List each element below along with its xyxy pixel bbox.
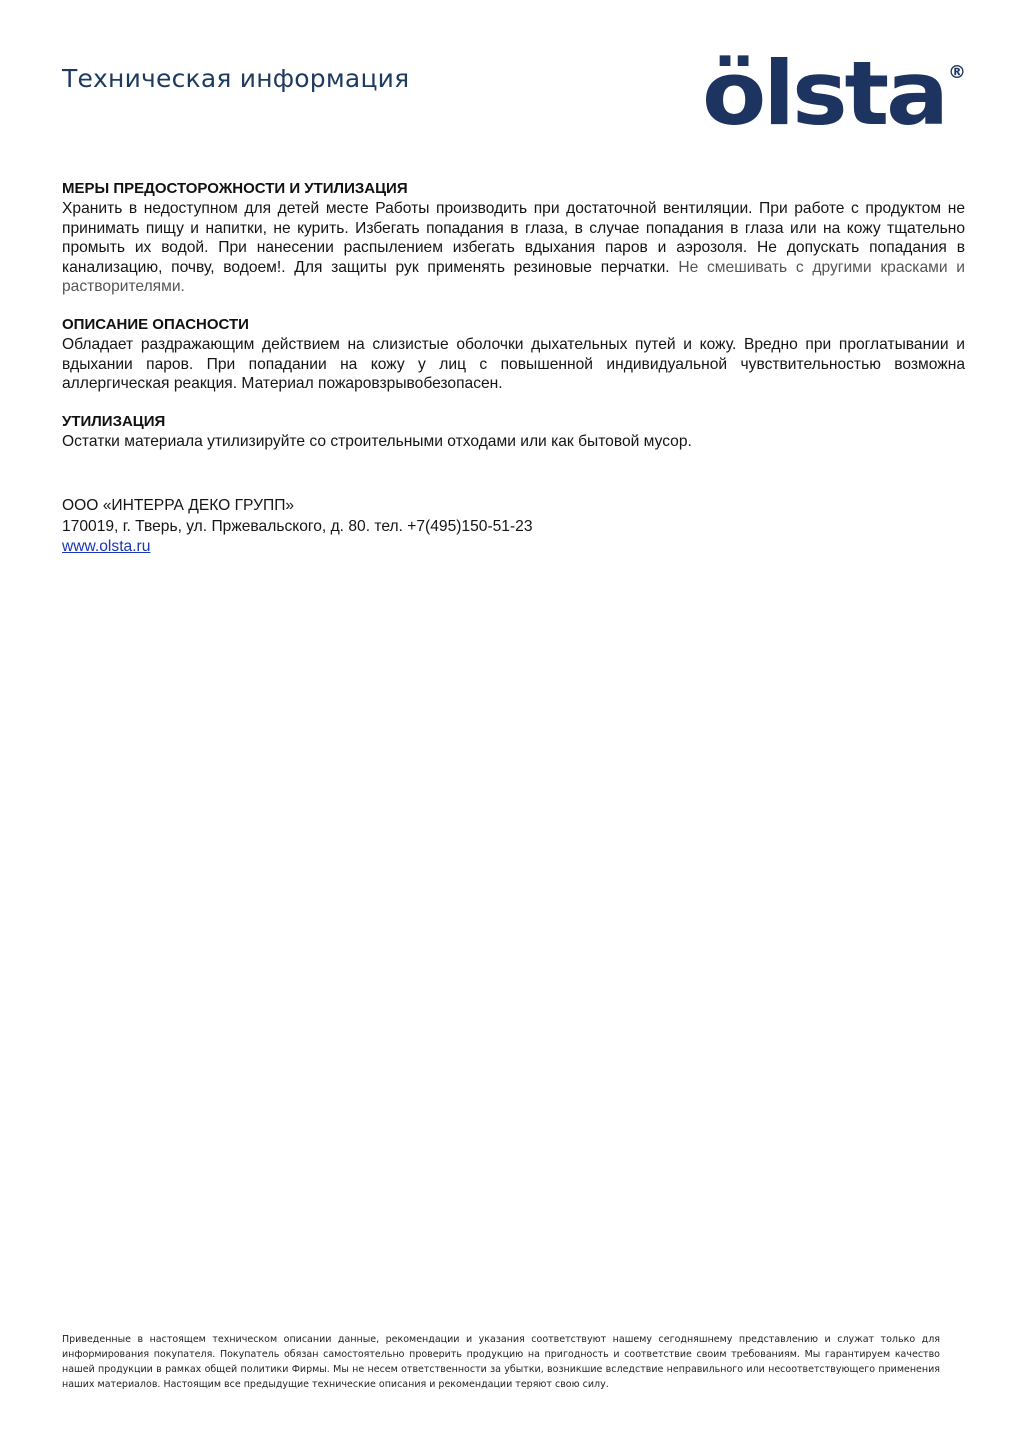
section-text: Обладает раздражающим действием на слизистые оболочки дыхательных путей и кожу. Вредно при проглатывании и вдыхании паров. При попадании на кожу у лиц с повышенной индивидуальной чувствительностью возможна аллергическая реакция. Материал пожаровзрывобезопасен.: [62, 335, 965, 393]
section-heading: ОПИСАНИЕ ОПАСНОСТИ: [62, 315, 249, 333]
company-address: 170019, г. Тверь, ул. Пржевальского, д. 80. тел. +7(495)150-51-23: [62, 517, 533, 535]
logo-text: ölsta: [702, 42, 946, 134]
website-link[interactable]: www.olsta.ru: [62, 538, 151, 555]
section-text: Остатки материала утилизируйте со строительными отходами или как бытовой мусор.: [62, 432, 692, 450]
disclaimer: Приведенные в настоящем техническом описании данные, рекомендации и указания соответствуют нашему сегодняшнему представлению и служат только для информирования покупателя. Покупатель обязан самостоятельно проверить продукцию на пригодность и соответствие своим требованиям. Мы гарантируем качество нашей продукции в рамках общей политики Фирмы. Мы не несем ответственности за убытки, возникшие вследствие неправильного или несоответствующего применения наших материалов. Настоящим все предыдущие технические описания и рекомендации теряют свою силу.: [62, 1334, 940, 1390]
section-text: [62, 199, 965, 297]
olsta-logo: [700, 34, 972, 134]
section-heading: УТИЛИЗАЦИЯ: [62, 412, 166, 430]
section-text-note: Не смешивать с другими красками и растворителями.: [62, 258, 966, 296]
registered-mark: ®: [948, 62, 966, 83]
section-hazard: [62, 315, 965, 394]
company-name: ООО «ИНТЕРРА ДЕКО ГРУПП»: [62, 497, 295, 514]
section-precautions: [62, 179, 965, 297]
section-text-main: Хранить в недоступном для детей месте Работы производить при достаточной вентиляции. При работе с продуктом не принимать пищу и напитки, не курить. Избегать попадания в глаза, в случае попадания в глаза или на кожу тщательно промыть их водой. При нанесении распылением избегать вдыхания паров и аэрозоля. Не допускать попадания в канализацию, почву, водоем!. Для защиты рук применять резиновые перчатки.: [62, 200, 965, 276]
section-disposal: [62, 412, 965, 452]
company-info: [62, 496, 533, 558]
document-body: [62, 179, 965, 469]
page-title: Техническая информация: [62, 64, 410, 93]
section-heading: МЕРЫ ПРЕДОСТОРОЖНОСТИ И УТИЛИЗАЦИЯ: [62, 180, 408, 197]
